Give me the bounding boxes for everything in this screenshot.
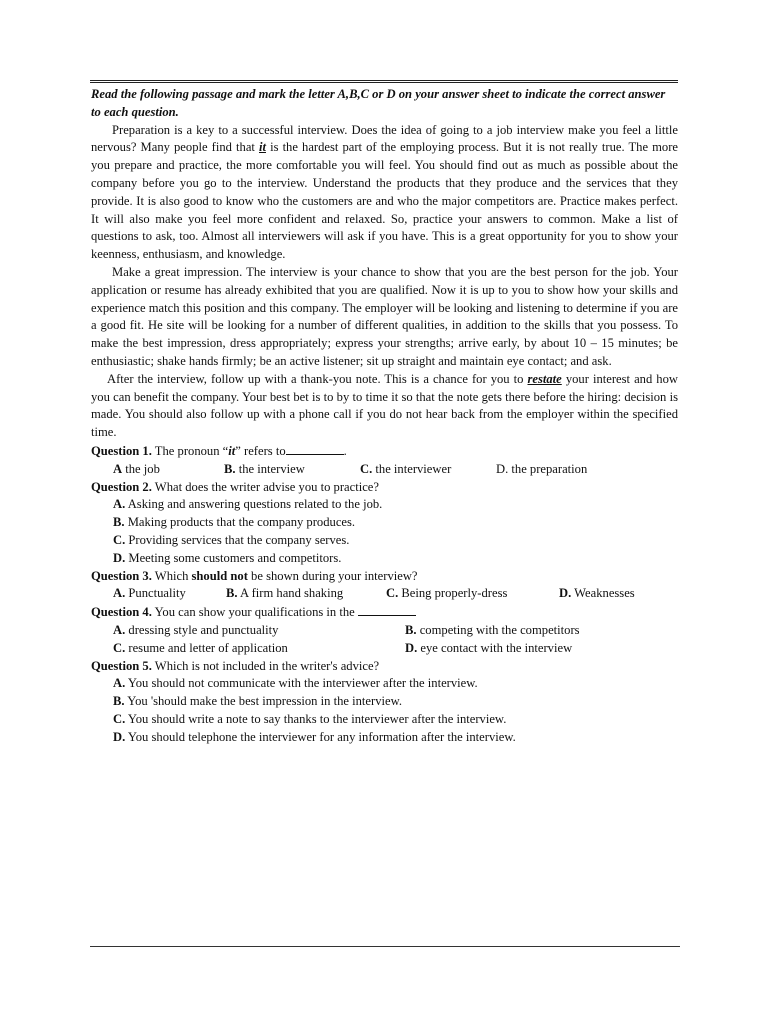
option-text: Being properly-dress: [398, 586, 508, 601]
question-3-options: [91, 585, 678, 603]
option-text: the job: [122, 461, 160, 476]
option-text: the interviewer: [372, 461, 452, 476]
question-label: Question 3.: [91, 568, 152, 583]
question-label: Question 4.: [91, 605, 152, 620]
option-b[interactable]: [226, 585, 386, 603]
option-letter: A.: [113, 622, 126, 637]
question-label: Question 1.: [91, 443, 152, 458]
option-text: Providing services that the company serves.: [125, 532, 350, 547]
question-4: [91, 603, 678, 622]
option-text: competing with the competitors: [416, 622, 580, 637]
option-text: Weaknesses: [571, 586, 635, 601]
passage-paragraph-1: [91, 122, 678, 264]
option-b[interactable]: [224, 461, 360, 479]
option-text: You should write a note to say thanks to the interviewer after the interview.: [125, 711, 507, 726]
option-c[interactable]: [360, 461, 496, 479]
keyword-restate: restate: [527, 371, 562, 386]
question-4-options-row-1: [91, 622, 678, 640]
option-text: the interview: [235, 461, 305, 476]
question-text: What does the writer advise you to practice?: [151, 479, 379, 494]
option-c[interactable]: [386, 585, 559, 603]
option-c[interactable]: [91, 532, 678, 550]
option-a[interactable]: [91, 496, 678, 514]
option-letter: C.: [113, 532, 126, 547]
instruction: Read the following passage and mark the letter A,B,C or D on your answer sheet to indicate the correct answer to each question.: [91, 87, 666, 119]
question-3: [91, 568, 678, 586]
option-text: eye contact with the interview: [417, 640, 573, 655]
bottom-rule: [90, 946, 680, 947]
option-d[interactable]: [496, 461, 587, 479]
option-text: D. the preparation: [496, 461, 588, 476]
option-a[interactable]: [113, 585, 226, 603]
question-1-options: [91, 461, 678, 479]
p1-text-b: is the hardest part of the employing process. But it is not really true. The more you prepare and practice, the more comfortable you will feel. You should find out as much as possible about the company before you go to the interview. Understand the products that they produce and the services that they provide. It is also good to know who the customers are and who the major competitors are. Practice makes perfect. It will also make you feel more confident and relaxed. So, practice your answers to common. Make a list of questions to ask, too. Almost all interviewers will ask if you have. This is a great opportunity for you to show your keenness, enthusiasm, and knowledge.: [91, 140, 679, 262]
option-letter: B.: [405, 622, 417, 637]
option-d[interactable]: [559, 585, 635, 603]
option-letter: D.: [405, 640, 418, 655]
option-text: Making products that the company produces.: [124, 515, 356, 530]
option-d[interactable]: [91, 729, 678, 747]
option-letter: C.: [113, 640, 126, 655]
option-a[interactable]: [113, 622, 405, 640]
option-text: dressing style and punctuality: [125, 622, 279, 637]
question-5: [91, 658, 678, 676]
answer-blank: [358, 603, 416, 616]
option-letter: C.: [386, 586, 399, 601]
option-c[interactable]: [91, 711, 678, 729]
option-b[interactable]: [405, 622, 580, 640]
option-letter: B.: [224, 461, 236, 476]
option-letter: A.: [113, 497, 126, 512]
option-b[interactable]: [91, 514, 678, 532]
question-label: Question 5.: [91, 658, 152, 673]
option-d[interactable]: [91, 550, 678, 568]
option-text: resume and letter of application: [125, 640, 288, 655]
option-b[interactable]: [91, 693, 678, 711]
option-text: A firm hand shaking: [237, 586, 344, 601]
option-text: Meeting some customers and competitors.: [125, 550, 342, 565]
option-letter: C.: [113, 711, 126, 726]
option-text: Punctuality: [125, 586, 186, 601]
question-text: Which is not included in the writer's advice?: [151, 658, 380, 673]
option-letter: A.: [113, 586, 126, 601]
question-keyword: should not: [191, 568, 248, 583]
option-letter: D.: [113, 729, 126, 744]
question-1: Question 1. The pronoun “it” refers to .: [91, 443, 347, 458]
question-text: ” refers to: [235, 443, 286, 458]
question-text: You can show your qualifications in the: [151, 605, 358, 620]
top-double-rule: [90, 80, 678, 83]
option-text: You should telephone the interviewer for any information after the interview.: [125, 729, 516, 744]
option-letter: B.: [113, 694, 125, 709]
question-keyword: it: [228, 443, 236, 458]
question-4-options-row-2: [91, 640, 678, 658]
option-a[interactable]: [113, 461, 224, 479]
keyword-it: it: [259, 140, 266, 155]
option-letter: B.: [113, 515, 125, 530]
option-text: You should not communicate with the interviewer after the interview.: [125, 676, 478, 691]
option-letter: D.: [559, 586, 572, 601]
option-letter: C.: [360, 461, 373, 476]
option-letter: D.: [113, 550, 126, 565]
question-text: Which: [151, 568, 192, 583]
question-2: [91, 479, 678, 497]
answer-blank: [286, 442, 344, 455]
option-a[interactable]: [91, 675, 678, 693]
p1-text-a: Preparation is a key to a successful interview. Does the idea of going to a job interview make you feel a little nervous? Many people find that: [91, 122, 678, 155]
option-letter: B.: [226, 586, 238, 601]
passage-paragraph-2: Make a great impression. The interview is your chance to show that you are the best person for the job. Your application or resume has already exhibited that you are qualified. Now it is up to you to show how your skills and experience match this position and this company. The employer will be looking and listening to determine if you are a good fit. He site will be looking for a number of different qualities, in addition to the skills that you possess. To make the best impression, dress appropriately; express your strengths; arrive early, by about 10 – 15 minutes; be enthusiastic; shake hands firmly; be an active listener; sit up straight and maintain eye contact; and ask.: [91, 264, 678, 368]
p3-text-a: After the interview, follow up with a thank-you note. This is a chance for you to: [107, 371, 528, 386]
question-text: be shown during your interview?: [247, 568, 418, 583]
option-d[interactable]: [405, 640, 572, 658]
question-text: The pronoun “: [151, 443, 229, 458]
worksheet: [91, 86, 678, 746]
p3-text-b: your interest and how you can benefit the company. Your best bet is to by to time it so that the note gets there before the hiring: decision is made. You should also follow up with a phone call if you do not hear back from the employer within the specified time.: [91, 371, 678, 440]
option-text: You 'should make the best impression in the interview.: [124, 694, 402, 709]
option-c[interactable]: [113, 640, 405, 658]
passage-paragraph-3: [91, 371, 678, 442]
option-text: Asking and answering questions related to the job.: [125, 497, 383, 512]
question-label: Question 2.: [91, 479, 152, 494]
option-letter: A.: [113, 676, 126, 691]
option-letter: A: [113, 461, 123, 476]
